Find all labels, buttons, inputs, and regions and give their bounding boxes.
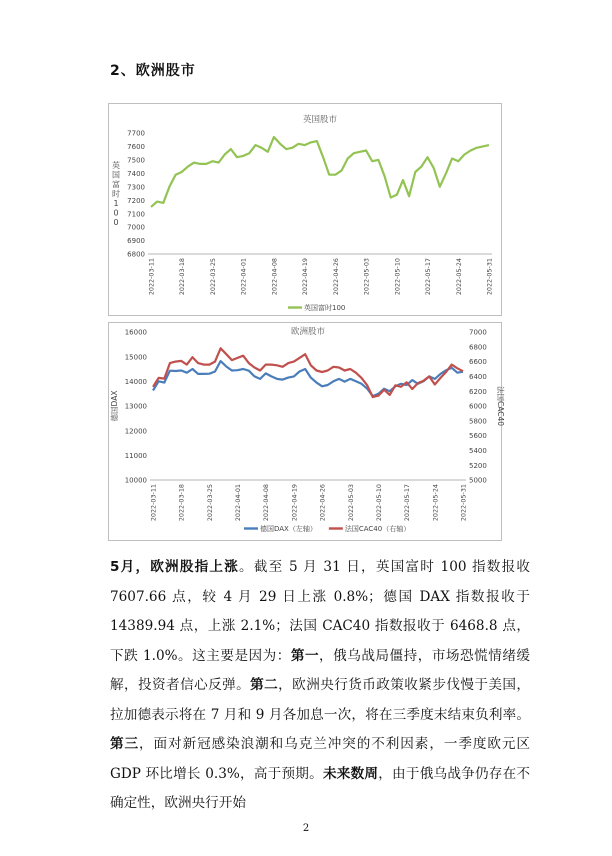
- uk-stock-chart-svg: [108, 103, 502, 316]
- paragraph-text-run: ，面对新冠感染浪潮和乌克兰冲突的不利因素，一季度欧元区 GDP 环比增长 0.3%，高于预期。: [110, 736, 531, 782]
- x-tick-label: 2022-05-03: [346, 484, 355, 522]
- y2-tick-label: 6000: [469, 402, 487, 411]
- paragraph-text-run: ，由于俄乌战争仍存在不确定性，欧洲央行开始: [110, 765, 531, 811]
- legend-label: 英国富时100: [304, 304, 346, 312]
- x-tick-label: 2022-03-25: [205, 484, 214, 522]
- y-tick-label: 14000: [124, 377, 147, 386]
- y-tick-label: 7000: [127, 223, 145, 232]
- y2-tick-label: 6400: [469, 373, 487, 381]
- y-tick-label: 6800: [127, 250, 145, 259]
- y-tick-label: 16000: [124, 328, 147, 337]
- y-tick-label: 7700: [127, 129, 145, 138]
- paragraph-text-run: ，欧洲央行货币政策收紧步伐慢于美国，拉加德表示将在 7 月和 9 月各加息一次，将在三季度末结束负利率。: [110, 677, 531, 723]
- y2-axis-label: 法国CAC40: [496, 385, 505, 427]
- paragraph-text-run: ，俄乌战局僵持，市场恐慌情绪缓解，投资者信心反弹。: [110, 647, 531, 693]
- x-tick-label: 2022-05-03: [362, 258, 371, 296]
- y-tick-label: 11000: [124, 451, 147, 460]
- y-tick-label: 7400: [127, 169, 145, 178]
- x-tick-label: 2022-04-26: [318, 484, 327, 522]
- x-tick-label: 2022-04-01: [234, 484, 243, 522]
- y2-tick-label: 5800: [469, 417, 487, 426]
- x-tick-label: 2022-04-08: [262, 484, 271, 522]
- x-tick-label: 2022-05-17: [403, 484, 412, 522]
- y2-tick-label: 5600: [469, 432, 487, 441]
- y-tick-label: 7600: [127, 143, 145, 152]
- paragraph-bold-run: 未来数周: [322, 765, 379, 782]
- x-tick-label: 2022-04-19: [301, 258, 310, 296]
- x-tick-label: 2022-05-24: [431, 484, 440, 522]
- europe-stock-chart-svg: [108, 322, 505, 541]
- y-tick-label: 7300: [127, 183, 145, 192]
- y2-tick-label: 7000: [469, 328, 487, 337]
- y2-tick-label: 5200: [469, 461, 487, 470]
- x-tick-label: 2022-05-31: [485, 258, 494, 296]
- paragraph-bold-run: 第一: [290, 647, 320, 664]
- chart-title: 欧洲股市: [290, 327, 326, 337]
- x-tick-label: 2022-03-18: [177, 484, 186, 522]
- y-tick-label: 7100: [127, 210, 145, 219]
- y2-tick-label: 6800: [469, 343, 487, 352]
- y-tick-label: 15000: [124, 353, 147, 362]
- x-tick-label: 2022-03-25: [208, 258, 217, 296]
- y-tick-label: 10000: [124, 476, 147, 485]
- paragraph-text-run: 。截至 5 月 31 日，英国富时 100 指数报收 7607.66 点，较 4 月 29 日上涨 0.8%；德国 DAX 指数报收于 14389.94 点，上涨 2.1%；法国 CAC40 指数报收于 6468.8 点，下跌 1.0%。这主要是因为：: [110, 559, 530, 664]
- x-tick-label: 2022-05-10: [374, 484, 383, 522]
- y-tick-label: 7200: [127, 196, 145, 205]
- paragraph-bold-run: 5月，欧洲股指上涨: [110, 559, 240, 575]
- paragraph-bold-run: 第三: [110, 736, 140, 752]
- x-tick-label: 2022-05-31: [459, 484, 468, 522]
- y-tick-label: 7500: [127, 156, 145, 165]
- legend-label: 德国DAX（左轴）: [260, 525, 317, 533]
- page-number: 2: [302, 823, 310, 834]
- x-tick-label: 2022-03-11: [149, 484, 158, 522]
- y2-tick-label: 5000: [469, 476, 487, 485]
- y-tick-label: 12000: [124, 427, 147, 436]
- x-tick-label: 2022-04-19: [290, 484, 299, 522]
- x-tick-label: 2022-05-24: [454, 258, 463, 296]
- europe-stock-chart: [108, 322, 505, 541]
- x-tick-label: 2022-04-08: [270, 258, 279, 296]
- x-tick-label: 2022-05-17: [424, 258, 433, 296]
- x-tick-label: 2022-04-01: [239, 258, 248, 296]
- y-axis-label: 德国DAX: [110, 390, 119, 422]
- body-paragraph: [110, 553, 530, 819]
- y2-tick-label: 6600: [469, 358, 487, 367]
- x-tick-label: 2022-04-26: [331, 258, 340, 296]
- section-heading: 2、欧洲股市: [110, 63, 196, 79]
- y2-tick-label: 6200: [469, 387, 487, 396]
- x-tick-label: 2022-03-11: [147, 258, 156, 296]
- x-tick-label: 2022-03-18: [178, 258, 187, 296]
- y-axis-label: 英国富时 1 0 0: [112, 161, 120, 227]
- x-tick-label: 2022-05-10: [393, 258, 402, 296]
- y-tick-label: 13000: [124, 402, 147, 411]
- legend-label: 法国CAC40（右轴）: [344, 525, 411, 533]
- y-tick-label: 6900: [127, 237, 145, 246]
- y2-tick-label: 5400: [469, 447, 487, 455]
- chart-title: 英国股市: [302, 115, 338, 125]
- uk-stock-chart: [108, 103, 502, 316]
- paragraph-bold-run: 第二: [250, 677, 279, 693]
